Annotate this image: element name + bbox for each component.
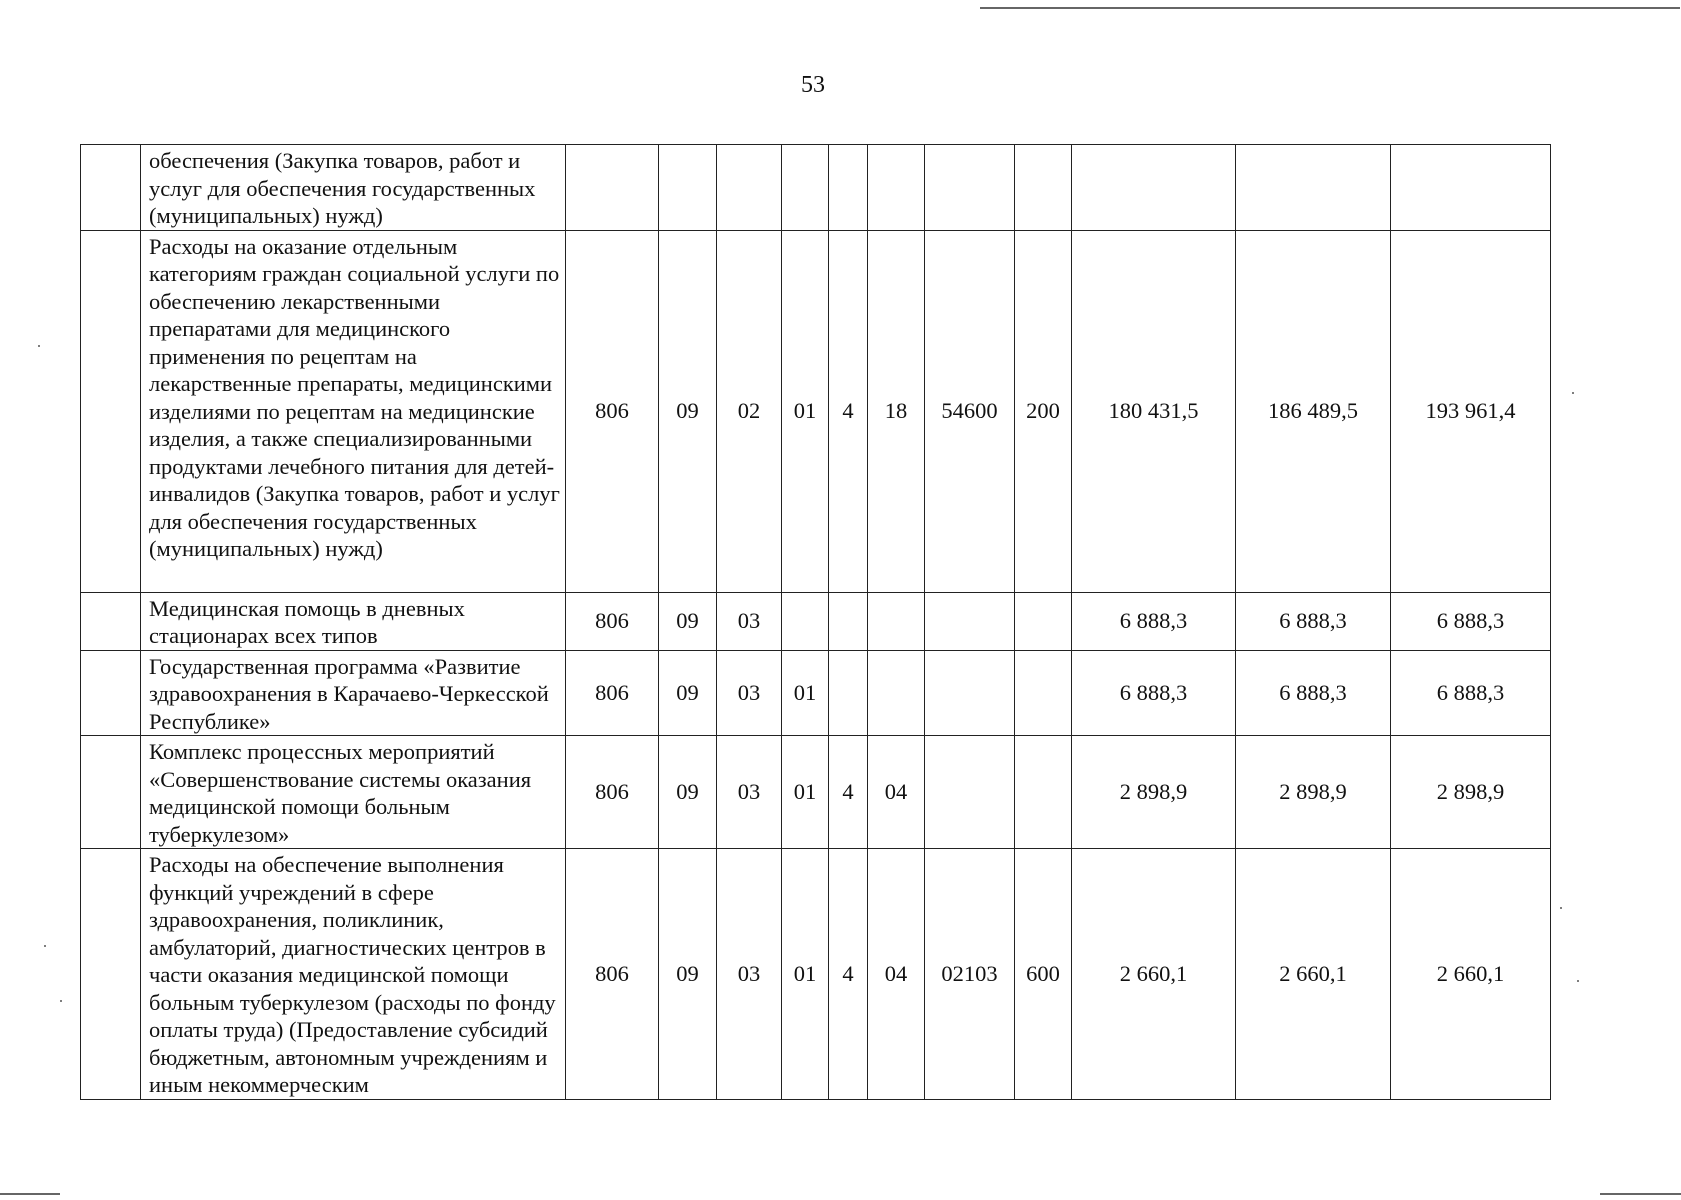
row-index-cell [81, 650, 141, 736]
budget-table [80, 144, 1551, 1100]
expense-type-cell [1015, 145, 1072, 231]
amount-year1-cell: 2 660,1 [1072, 849, 1236, 1100]
row-description-cell: Расходы на оказание отдельным категориям граждан социальной услуги по обеспечению лекарственными препаратами для медицинского применения по рецептам на лекарственные препараты, медицинскими изделиями по рецептам на медицинские изделия, а также специализированными продуктами лечебного питания для детей-инвалидов (Закупка товаров, работ и услуг для обеспечения государственных (муниципальных) нужд) [141, 230, 566, 592]
activity-code-cell: 04 [868, 736, 925, 849]
admin-code-cell: 806 [566, 650, 659, 736]
amount-year3-cell: 6 888,3 [1391, 592, 1551, 650]
expense-type-cell [1015, 592, 1072, 650]
amount-year3-cell: 2 660,1 [1391, 849, 1551, 1100]
row-description-cell: обеспечения (Закупка товаров, работ и услуг для обеспечения государственных (муниципальных) нужд) [141, 145, 566, 231]
amount-year2-cell: 2 660,1 [1236, 849, 1391, 1100]
expense-type-cell: 600 [1015, 849, 1072, 1100]
subprogram-code-cell [829, 145, 868, 231]
subprogram-code-cell: 4 [829, 849, 868, 1100]
amount-year1-cell: 6 888,3 [1072, 592, 1236, 650]
expense-type-cell [1015, 650, 1072, 736]
amount-year1-cell: 6 888,3 [1072, 650, 1236, 736]
subsection-code-cell: 02 [717, 230, 782, 592]
row-description-cell: Расходы на обеспечение выполнения функций учреждений в сфере здравоохранения, поликлиник, амбулаторий, диагностических центров в части оказания медицинской помощи больным туберкулезом (расходы по фонду оплаты труда) (Предоставление субсидий бюджетным, автономным учреждениям и иным некоммерческим [141, 849, 566, 1100]
activity-code-cell [868, 650, 925, 736]
row-index-cell [81, 145, 141, 231]
scan-speck [60, 1000, 62, 1002]
table-body [81, 145, 1551, 1100]
activity-code-cell [868, 592, 925, 650]
scan-speck [1572, 392, 1574, 394]
subsection-code-cell: 03 [717, 650, 782, 736]
expense-direction-cell: 02103 [925, 849, 1015, 1100]
row-index-cell [81, 592, 141, 650]
subprogram-code-cell: 4 [829, 736, 868, 849]
section-code-cell: 09 [659, 650, 717, 736]
activity-code-cell: 18 [868, 230, 925, 592]
scan-edge-mark [0, 1193, 60, 1195]
section-code-cell: 09 [659, 736, 717, 849]
section-code-cell [659, 145, 717, 231]
amount-year3-cell: 193 961,4 [1391, 230, 1551, 592]
activity-code-cell [868, 145, 925, 231]
subsection-code-cell: 03 [717, 849, 782, 1100]
program-code-cell: 01 [782, 230, 829, 592]
expense-type-cell [1015, 736, 1072, 849]
amount-year2-cell [1236, 145, 1391, 231]
row-description-cell: Медицинская помощь в дневных стационарах всех типов [141, 592, 566, 650]
scan-speck [44, 945, 46, 947]
subprogram-code-cell: 4 [829, 230, 868, 592]
table-row [81, 230, 1551, 592]
program-code-cell: 01 [782, 650, 829, 736]
scan-speck [1560, 907, 1562, 909]
program-code-cell: 01 [782, 736, 829, 849]
row-description-cell: Государственная программа «Развитие здравоохранения в Карачаево-Черкесской Республике» [141, 650, 566, 736]
table-row [81, 849, 1551, 1100]
program-code-cell [782, 145, 829, 231]
admin-code-cell: 806 [566, 736, 659, 849]
amount-year1-cell: 2 898,9 [1072, 736, 1236, 849]
amount-year2-cell: 6 888,3 [1236, 650, 1391, 736]
row-description-cell: Комплекс процессных мероприятий «Совершенствование системы оказания медицинской помощи больным туберкулезом» [141, 736, 566, 849]
scan-speck [38, 345, 40, 347]
section-code-cell: 09 [659, 592, 717, 650]
amount-year3-cell: 2 898,9 [1391, 736, 1551, 849]
expense-direction-cell: 54600 [925, 230, 1015, 592]
subsection-code-cell: 03 [717, 592, 782, 650]
subsection-code-cell [717, 145, 782, 231]
scan-speck [1577, 980, 1579, 982]
admin-code-cell: 806 [566, 230, 659, 592]
subprogram-code-cell [829, 650, 868, 736]
row-index-cell [81, 849, 141, 1100]
expense-direction-cell [925, 592, 1015, 650]
amount-year1-cell [1072, 145, 1236, 231]
table-row [81, 736, 1551, 849]
subprogram-code-cell [829, 592, 868, 650]
table-row [81, 145, 1551, 231]
table-row [81, 650, 1551, 736]
page-number: 53 [801, 72, 825, 98]
scan-edge-mark [1600, 1193, 1681, 1195]
activity-code-cell: 04 [868, 849, 925, 1100]
amount-year3-cell [1391, 145, 1551, 231]
expense-type-cell: 200 [1015, 230, 1072, 592]
scan-border-line [980, 7, 1680, 9]
subsection-code-cell: 03 [717, 736, 782, 849]
row-index-cell [81, 736, 141, 849]
program-code-cell [782, 592, 829, 650]
amount-year2-cell: 2 898,9 [1236, 736, 1391, 849]
expense-direction-cell [925, 736, 1015, 849]
row-index-cell [81, 230, 141, 592]
program-code-cell: 01 [782, 849, 829, 1100]
section-code-cell: 09 [659, 230, 717, 592]
amount-year1-cell: 180 431,5 [1072, 230, 1236, 592]
expense-direction-cell [925, 145, 1015, 231]
admin-code-cell: 806 [566, 849, 659, 1100]
amount-year2-cell: 6 888,3 [1236, 592, 1391, 650]
amount-year3-cell: 6 888,3 [1391, 650, 1551, 736]
admin-code-cell [566, 145, 659, 231]
section-code-cell: 09 [659, 849, 717, 1100]
table-row [81, 592, 1551, 650]
amount-year2-cell: 186 489,5 [1236, 230, 1391, 592]
admin-code-cell: 806 [566, 592, 659, 650]
expense-direction-cell [925, 650, 1015, 736]
